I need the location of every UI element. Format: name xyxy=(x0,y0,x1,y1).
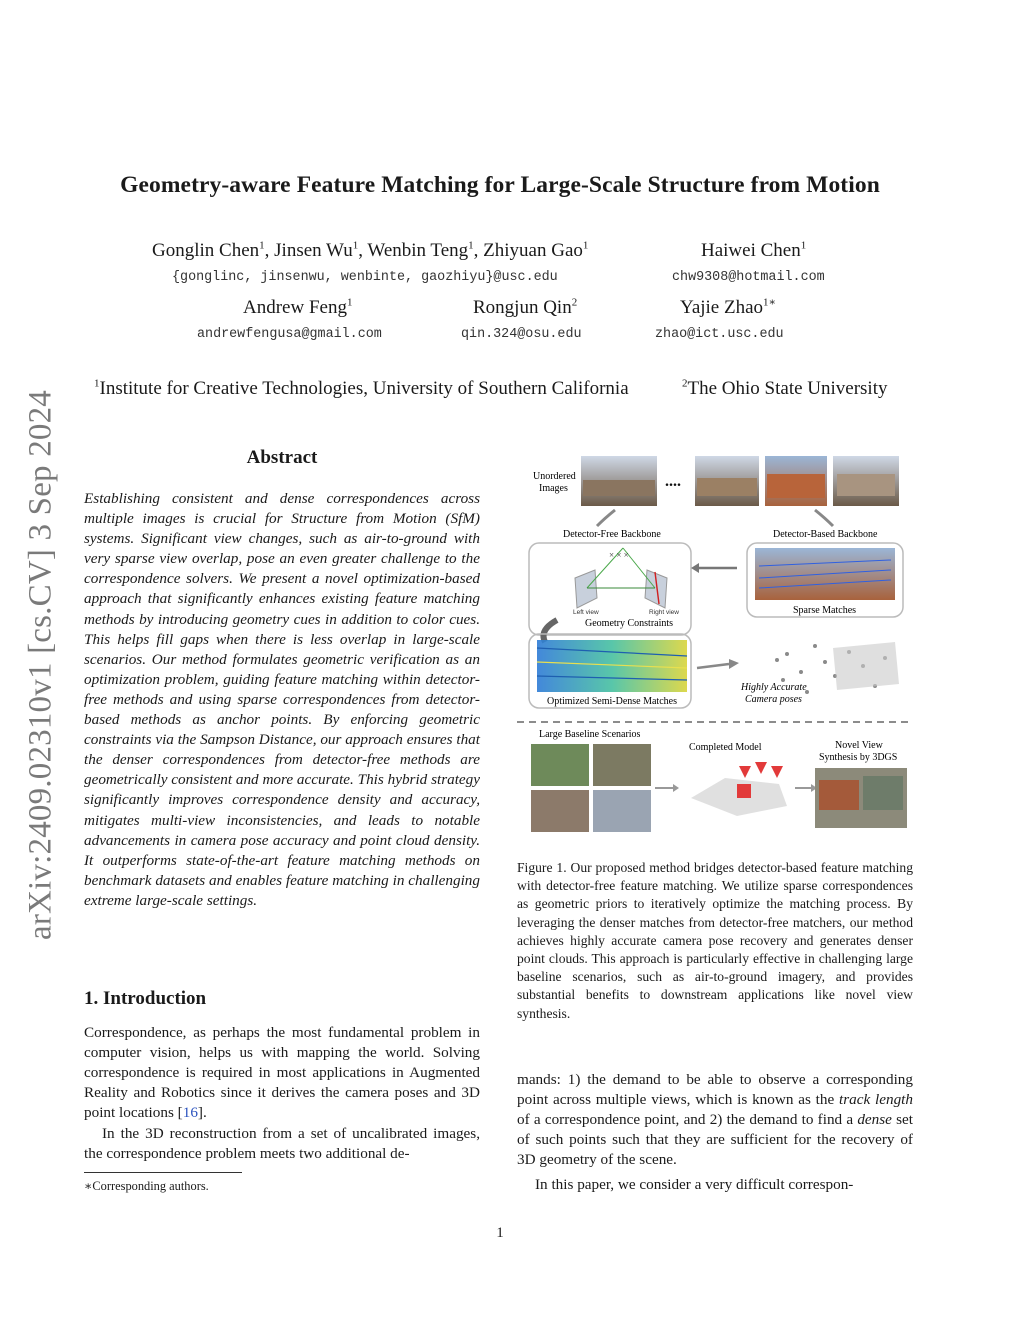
abstract-heading: Abstract xyxy=(246,447,318,468)
novel-view-building xyxy=(819,780,859,810)
intro-paragraph-1: Correspondence, as perhaps the most fundamental problem in computer vision, helps us with mapping the world. Solving correspondence is required in most applications in Augmented Reality and Robotics since it derives the camera poses and 3D point locations [16]. xyxy=(84,1024,480,1122)
author-name: Wenbin Teng xyxy=(367,240,469,261)
curved-arrow-optimize xyxy=(544,620,558,642)
label-camera-poses: Camera poses xyxy=(745,694,802,705)
figure-1-diagram xyxy=(515,448,915,838)
label-right-view: Right view xyxy=(649,609,679,616)
camera-cluster xyxy=(737,784,751,798)
left-view-plane xyxy=(575,570,597,608)
figure-caption: Figure 1. Our proposed method bridges detector-based feature matching with detector-free feature matching. We utilize sparse correspondences as geometric priors to iteratively optimize the matching process. By leveraging the denser matches from detector-free matchers, our method achieves highly accurate camera pose recovery and generates denser point clouds. This approach is particularly effective in challenging large baseline scenarios, such as air-to-ground imagery, and provides substantial benefits to downstream applications like novel view synthesis. xyxy=(517,860,913,1021)
ellipsis-dots: .... xyxy=(665,473,681,490)
camera-frustum xyxy=(739,766,751,778)
email-haiwei: chw9308@hotmail.com xyxy=(672,270,825,285)
arrow-head-3 xyxy=(673,784,679,792)
ground-photo-1 xyxy=(531,790,589,832)
arrow-to-detector-based xyxy=(815,510,833,526)
author-yajie: Yajie Zhao$^{1∗}$ xyxy=(680,296,777,318)
paper-title: Geometry-aware Feature Matching for Large-Scale Structure from Motion xyxy=(120,172,880,198)
author-haiwei: Haiwei Chen$^1$ xyxy=(701,239,807,261)
citation-link[interactable]: 16 xyxy=(182,1104,198,1122)
intro-right-paragraph-1: mands: 1) the demand to be able to observe a corresponding point across multiple views, which is known as the track length of a correspondence point, and 2) the demand to find a dense set of such points such that they are sufficient for the recovery of 3D geometry of the scene. xyxy=(517,1071,913,1169)
author-emails-row1: {gonglinc, jinsenwu, wenbinte, gaozhiyu}@usc.edu xyxy=(172,270,558,285)
arrow-to-poses xyxy=(697,664,729,668)
label-optimized: Optimized Semi-Dense Matches xyxy=(547,696,677,707)
label-geometry-constraints: Geometry Constraints xyxy=(585,618,674,629)
label-sparse-matches: Sparse Matches xyxy=(793,605,857,616)
author-name: Jinsen Wu xyxy=(274,240,353,261)
label-completed-model: Completed Model xyxy=(689,742,762,753)
affiliation-2: $^2$The Ohio State University xyxy=(682,377,888,399)
camera-frustum xyxy=(771,766,783,778)
ground-photo-2 xyxy=(593,790,651,832)
footnote-divider xyxy=(84,1172,242,1173)
arrow-head-1 xyxy=(691,563,699,573)
novel-view-trees xyxy=(863,776,903,810)
camera-frustum xyxy=(755,762,767,774)
aerial-photo-1 xyxy=(531,744,589,786)
arxiv-identifier-text: arXiv:2409.02310v1 [cs.CV] 3 Sep 2024 xyxy=(22,389,59,941)
label-large-baseline: Large Baseline Scenarios xyxy=(539,729,641,740)
photo-facade-3 xyxy=(767,474,825,498)
arrow-head-2 xyxy=(729,659,739,669)
intro-paragraph-2: In the 3D reconstruction from a set of uncalibrated images, the correspondence problem meets two additional de- xyxy=(84,1125,480,1163)
label-synthesis: Synthesis by 3DGS xyxy=(819,752,898,763)
recon-model-thumb xyxy=(833,642,899,690)
label-unordered: Unordered xyxy=(533,471,576,482)
footnote: ∗Corresponding authors. xyxy=(84,1179,209,1193)
label-highly-accurate: Highly Accurate xyxy=(741,682,807,693)
photo-facade-1 xyxy=(583,480,655,496)
label-detector-based: Detector-Based Backbone xyxy=(773,529,878,540)
email-andrew: andrewfengusa@gmail.com xyxy=(197,327,382,342)
photo-facade-2 xyxy=(697,478,757,496)
label-left-view: Left view xyxy=(573,609,599,616)
author-rongjun: Rongjun Qin$^2$ xyxy=(473,296,578,318)
arrow-to-detector-free xyxy=(597,510,615,526)
author-name: Gonglin Chen xyxy=(152,240,260,261)
affiliation-1: $^1$Institute for Creative Technologies, University of Southern California xyxy=(94,377,629,399)
photo-facade-4 xyxy=(837,474,895,496)
aerial-photo-2 xyxy=(593,744,651,786)
arxiv-identifier xyxy=(10,380,72,950)
authors-row1: Gonglin Chen$^1$, Jinsen Wu$^1$, Wenbin Teng$^1$, Zhiyuan Gao$^1$ xyxy=(152,239,589,261)
page-number: 1 xyxy=(496,1225,504,1241)
email-yajie: zhao@ict.usc.edu xyxy=(655,327,784,342)
email-rongjun: qin.324@osu.edu xyxy=(461,327,582,342)
label-novel-view: Novel View xyxy=(835,740,883,751)
author-name: Zhiyuan Gao xyxy=(483,240,583,261)
label-images: Images xyxy=(539,483,568,494)
abstract-text: Establishing consistent and dense correspondences across multiple images is crucial for Structure from Motion (SfM) systems. Significant view changes, such as air-to-ground with very sparse view overlap, pose an even greater challenge to the correspondence solvers. We present a novel optimization-based approach that significantly enhances existing feature matching methods by introducing geometry cues in addition to color cues. This helps fill gaps when there is less overlap in large-scale scenarios. Our method formulates geometric verification as an optimization problem, guiding feature matching within detector-free methods and using sparse correspondences from detector-based methods as anchor points. By enforcing geometric constraints via the Sampson Distance, our approach ensures that the denser correspondences from detector-free methods are geometrically consistent and more accurate. This hybrid strategy significantly improves correspondence density and accuracy, mitigates multi-view inconsistencies, and leads to notable advancements in camera pose accuracy and point cloud density. It outperforms state-of-the-art feature matching methods on benchmark datasets and enables feature matching in challenging extreme large-scale settings. xyxy=(84,490,480,909)
intro-heading: 1. Introduction xyxy=(84,988,207,1009)
intro-right-paragraph-2: In this paper, we consider a very difficult correspon- xyxy=(535,1176,854,1193)
point-marks: × × × xyxy=(609,550,629,560)
semi-dense-photo xyxy=(537,640,687,692)
label-detector-free: Detector-Free Backbone xyxy=(563,529,661,540)
author-andrew: Andrew Feng$^1$ xyxy=(243,296,353,318)
